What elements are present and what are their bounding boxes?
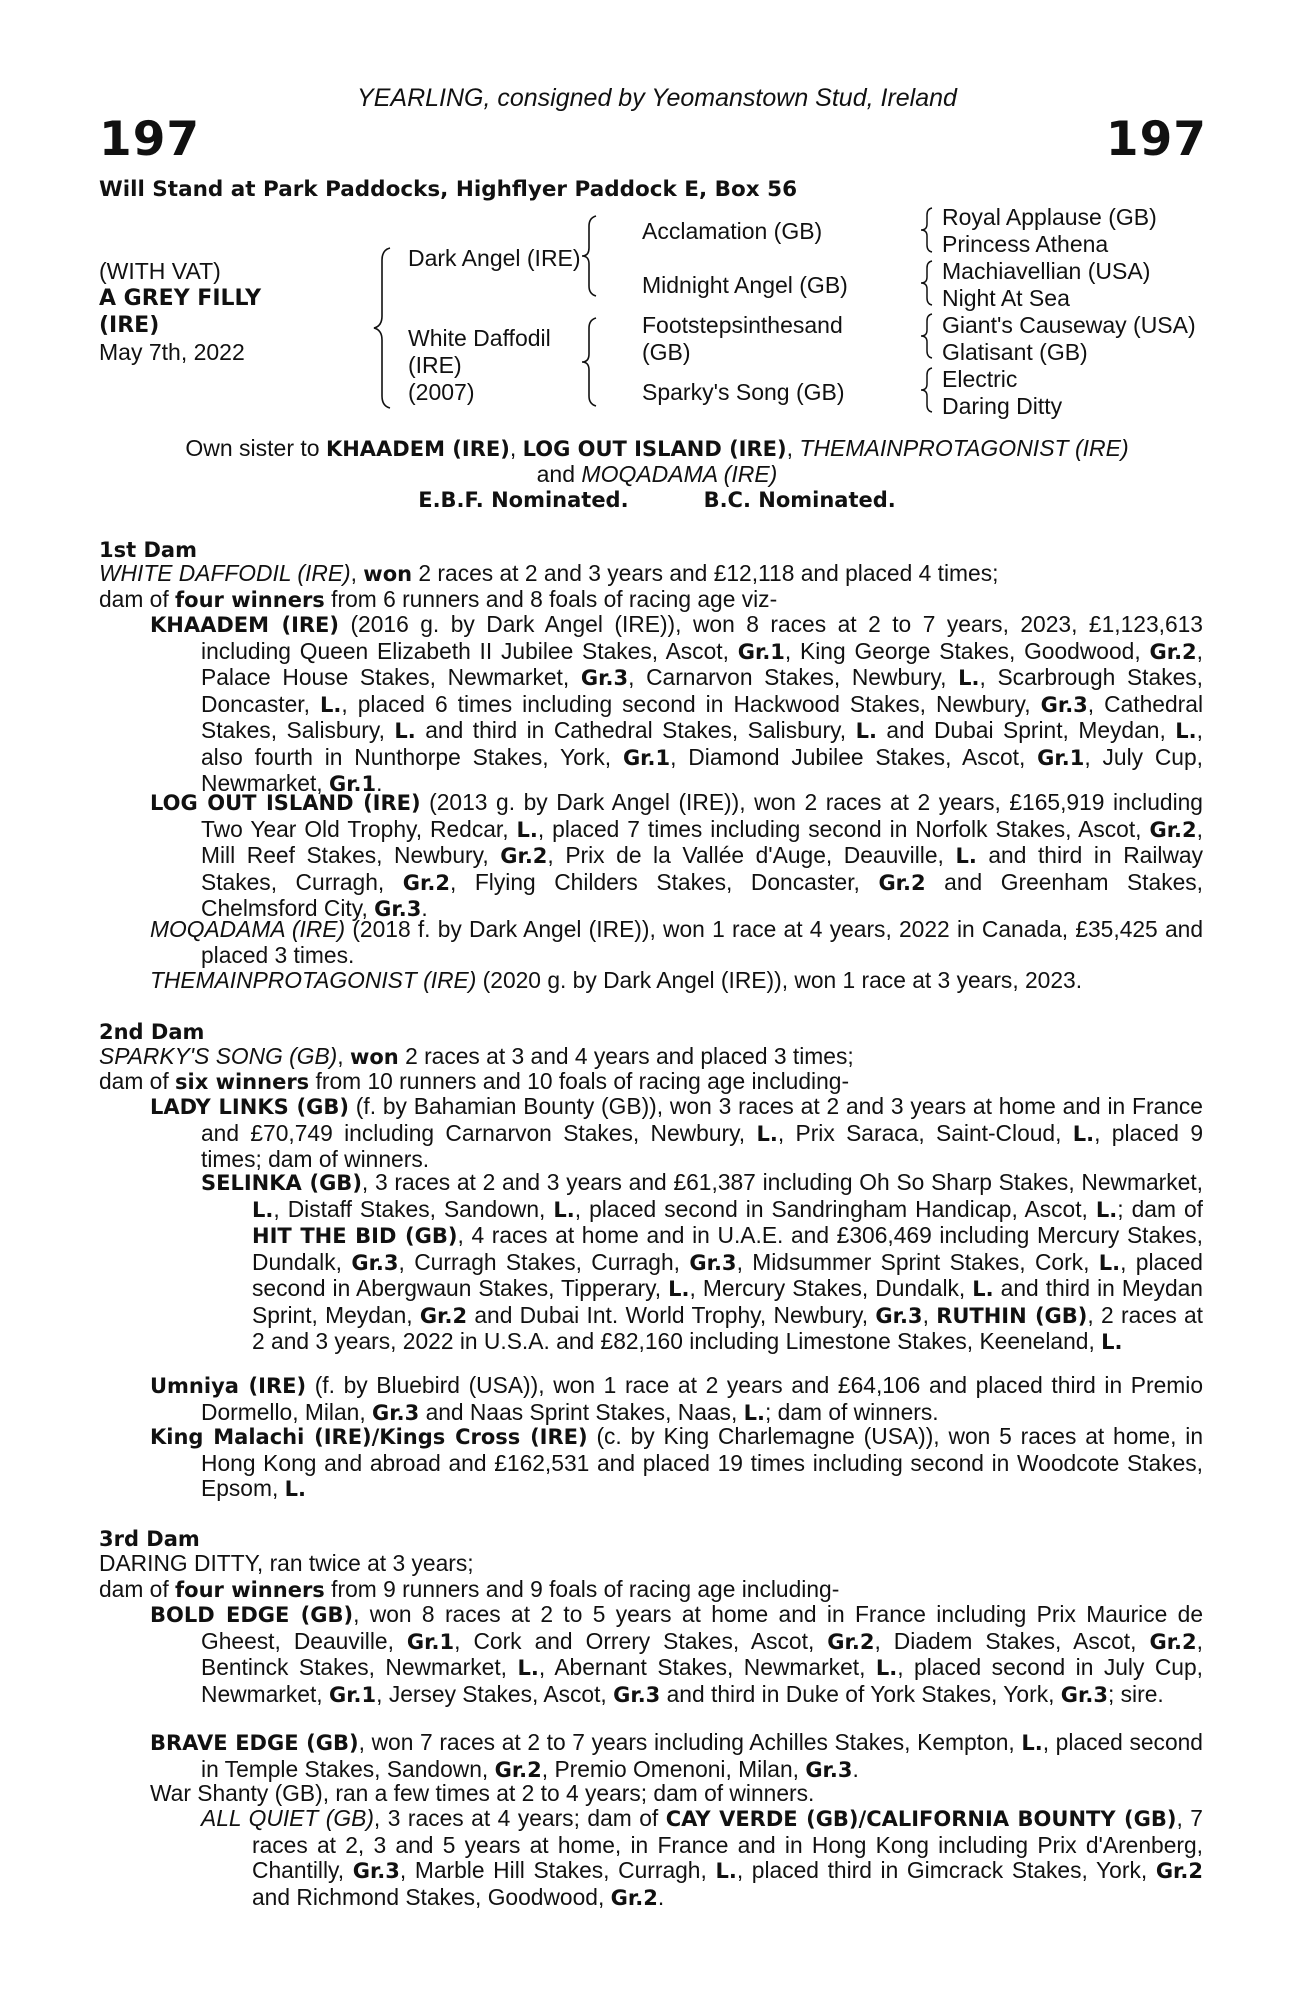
text: and third in Duke of York Stakes, York,	[660, 1680, 1061, 1707]
text: , placed second in Temple Stakes, Sandown,	[201, 1729, 1203, 1782]
grade: Gr.1	[737, 639, 785, 664]
and-label: and	[536, 461, 576, 487]
horse-name: ALL QUIET (GB)	[201, 1805, 374, 1831]
grade: Gr.1	[328, 772, 377, 796]
pedigree-brace-3	[918, 206, 936, 254]
text: , won 7 races at 2 to 7 years including Achilles Stakes, Kempton,	[358, 1729, 1022, 1755]
second-dam-produce-summary	[99, 1069, 1203, 1096]
own-sister-label: Own sister to	[185, 435, 320, 461]
text: dam of	[99, 586, 176, 612]
lot-name-country: (IRE)	[99, 313, 160, 338]
winners-count: four winners	[175, 588, 325, 612]
text: , also fourth in Nunthorpe Stakes, York,	[201, 717, 1203, 770]
won-label: won	[363, 562, 413, 586]
grade: Gr.3	[374, 897, 422, 921]
text: , Flying Childers Stakes, Doncaster,	[450, 868, 879, 895]
listed: L.	[958, 666, 980, 690]
pedigree-brace-4	[918, 259, 936, 307]
pedigree-brace-6	[918, 366, 936, 414]
horse-name: Umniya (IRE)	[150, 1374, 307, 1398]
text: and Greenham Stakes, Chelmsford City,	[201, 868, 1204, 921]
listed: L.	[1021, 1731, 1043, 1755]
text: , Mill Reef Stakes, Newbury,	[201, 815, 1203, 868]
listed: L.	[875, 1656, 898, 1680]
text: , 4 races at home and in U.A.E. and £306,469 including Mercury Stakes, Dundalk,	[252, 1222, 1203, 1275]
first-dam-intro	[99, 561, 1203, 588]
text: , placed second in July Cup, Newmarket,	[201, 1654, 1203, 1707]
listed: L.	[516, 817, 538, 842]
first-dam-produce-summary	[99, 587, 1203, 614]
progeny-selinka	[201, 1170, 1203, 1356]
sire-dam: Midnight Angel (GB)	[642, 272, 848, 298]
text: , 3 races at 4 years; dam of	[373, 1805, 666, 1831]
ggp-1: Royal Applause (GB)	[942, 204, 1157, 230]
text: 2 races at 3 and 4 years and placed 3 times;	[398, 1043, 854, 1069]
grade: Gr.2	[494, 1757, 542, 1782]
dam-name: SPARKY'S SONG (GB)	[99, 1043, 338, 1069]
horse-name: King Malachi (IRE)/Kings Cross (IRE)	[150, 1425, 588, 1449]
text: .	[852, 1755, 859, 1782]
grade: Gr.2	[878, 870, 926, 895]
text: , Distaff Stakes, Sandown,	[273, 1195, 554, 1222]
text: ; dam of winners.	[764, 1398, 939, 1425]
progeny-moqadama	[150, 917, 1203, 968]
won-label: won	[349, 1045, 399, 1069]
listed: L.	[1101, 1330, 1123, 1354]
stand-location: Will Stand at Park Paddocks, Highflyer Paddock E, Box 56	[99, 177, 798, 202]
dam-line3: (2007)	[408, 379, 475, 405]
grade: Gr.1	[406, 1629, 455, 1654]
text: .	[376, 770, 383, 796]
progeny-lady-links	[150, 1094, 1203, 1173]
listed: L.	[320, 692, 342, 717]
text: and Richmond Stakes, Goodwood,	[252, 1883, 611, 1910]
listed: L.	[517, 1656, 539, 1680]
grade: Gr.3	[580, 666, 629, 690]
text: , 7 races at 2, 3 and 5 years at home, in France and in Hong Kong including Prix d'Arenberg, Chantilly,	[252, 1805, 1203, 1883]
text: ,	[350, 560, 364, 586]
grade: Gr.2	[500, 844, 548, 868]
text: from 6 runners and 8 foals of racing age viz-	[324, 586, 778, 612]
third-dam-produce-summary	[99, 1577, 1203, 1604]
listed: L.	[1095, 1197, 1118, 1222]
listed: L.	[553, 1197, 575, 1222]
sibling-khaadem: KHAADEM (IRE)	[325, 437, 510, 461]
progeny-khaadem	[150, 612, 1203, 798]
grade: Gr.2	[827, 1629, 875, 1654]
sire: Dark Angel (IRE)	[408, 245, 581, 271]
listed: L.	[252, 1197, 274, 1222]
horse-name: LADY LINKS (GB)	[150, 1095, 349, 1119]
vat-note: (WITH VAT)	[99, 258, 221, 284]
grade: Gr.2	[1149, 639, 1197, 664]
horse-name: HIT THE BID (GB)	[252, 1224, 458, 1248]
ggp-6: Glatisant (GB)	[942, 339, 1088, 365]
text: , Cork and Orrery Stakes, Ascot,	[454, 1627, 828, 1654]
own-sister-line-2	[0, 461, 1314, 487]
pedigree-brace-sire	[578, 214, 600, 298]
listed: L.	[1098, 1250, 1121, 1275]
text: (f. by Bluebird (USA)), won 1 race at 2 years and £64,106 and placed third in Premio Dormello, Milan,	[201, 1372, 1203, 1425]
ebf-nominated: E.B.F. Nominated.	[418, 488, 629, 512]
text: , Mercury Stakes, Dundalk,	[689, 1275, 973, 1301]
grade: Gr.3	[1060, 1682, 1108, 1707]
separator: ,	[509, 435, 517, 461]
sibling-log-out-island: LOG OUT ISLAND (IRE)	[522, 437, 787, 461]
sire-sire: Acclamation (GB)	[642, 218, 823, 244]
text: ; dam of	[1117, 1195, 1203, 1222]
listed: L.	[743, 1400, 765, 1425]
third-dam-heading: 3rd Dam	[99, 1527, 200, 1551]
pedigree-brace-main	[370, 246, 394, 410]
progeny-all-quiet	[201, 1806, 1203, 1911]
ggp-5: Giant's Causeway (USA)	[942, 312, 1196, 338]
text: , July Cup, Newmarket,	[201, 743, 1203, 796]
text: , Prix Saraca, Saint-Cloud,	[777, 1119, 1073, 1146]
progeny-brave-edge	[150, 1730, 1203, 1783]
text: , Premio Omenoni, Milan,	[541, 1755, 806, 1782]
horse-name: THEMAINPROTAGONIST (IRE)	[150, 967, 477, 993]
first-dam-heading: 1st Dam	[99, 538, 197, 562]
text: , Palace House Stakes, Newmarket,	[201, 637, 1204, 690]
grade: Gr.1	[1037, 745, 1085, 770]
text: , won 8 races at 2 to 5 years at home and in France including Prix Maurice de Gheest, Deauville,	[201, 1601, 1203, 1654]
bc-nominated: B.C. Nominated.	[703, 488, 896, 512]
dam-sire-line1: Footstepsinthesand	[642, 312, 843, 338]
ggp-3: Machiavellian (USA)	[942, 258, 1151, 284]
text: and Dubai Sprint, Meydan,	[876, 717, 1176, 743]
text: , 2 races at 2 and 3 years, 2022 in U.S.A. and £82,160 including Limestone Stakes, Keeneland,	[252, 1301, 1204, 1354]
horse-name: LOG OUT ISLAND (IRE)	[150, 791, 421, 815]
text: dam of	[99, 1068, 176, 1094]
text: ,	[922, 1301, 937, 1328]
text: , Scarbrough Stakes, Doncaster,	[201, 664, 1204, 717]
listed: L.	[1175, 719, 1197, 743]
text: , Diamond Jubilee Stakes, Ascot,	[670, 743, 1038, 770]
lot-number-right: 197	[1105, 112, 1207, 167]
ggp-8: Daring Ditty	[942, 393, 1063, 419]
listed: L.	[284, 1477, 306, 1501]
progeny-bold-edge	[150, 1602, 1203, 1708]
own-sister-line	[0, 435, 1314, 462]
third-dam-intro: DARING DITTY, ran twice at 3 years;	[99, 1550, 474, 1576]
text: , Abernant Stakes, Newmarket,	[538, 1654, 876, 1680]
text: from 9 runners and 9 foals of racing age including-	[324, 1576, 840, 1602]
progeny-themainprotagonist	[150, 968, 1203, 994]
grade: Gr.3	[613, 1682, 661, 1707]
listed: L.	[955, 844, 977, 868]
text: , Bentinck Stakes, Newmarket,	[201, 1627, 1203, 1680]
text: , Curragh Stakes, Curragh,	[398, 1248, 690, 1275]
grade: Gr.3	[805, 1757, 853, 1782]
text: , placed 7 times including second in Norfolk Stakes, Ascot,	[537, 815, 1150, 842]
text: , placed second in Abergwaun Stakes, Tipperary,	[252, 1248, 1203, 1301]
text: , Jersey Stakes, Ascot,	[376, 1680, 614, 1707]
lot-number-left: 197	[99, 112, 201, 167]
consignor-line: YEARLING, consigned by Yeomanstown Stud, Ireland	[357, 84, 957, 112]
pedigree-brace-dam	[578, 316, 600, 408]
text: (2018 f. by Dark Angel (IRE)), won 1 race at 4 years, 2022 in Canada, £35,425 and placed 3 times.	[201, 916, 1203, 968]
listed: L.	[756, 1121, 778, 1146]
text: , King George Stakes, Goodwood,	[784, 637, 1150, 664]
grade: Gr.3	[351, 1250, 399, 1275]
horse-name: KHAADEM (IRE)	[150, 613, 339, 637]
winners-count: four winners	[175, 1578, 325, 1602]
horse-name: BOLD EDGE (GB)	[150, 1603, 354, 1627]
horse-name: MOQADAMA (IRE)	[150, 916, 346, 942]
text: , Marble Hill Stakes, Curragh,	[399, 1857, 716, 1883]
dam-name: WHITE DAFFODIL (IRE)	[99, 560, 351, 586]
grade: Gr.1	[622, 745, 671, 770]
text: 2 races at 2 and 3 years and £12,118 and placed 4 times;	[412, 560, 999, 586]
dam-dam: Sparky's Song (GB)	[642, 379, 845, 405]
text: dam of	[99, 1576, 176, 1602]
grade: Gr.3	[1040, 692, 1088, 717]
grade: Gr.2	[1149, 817, 1197, 842]
progeny-king-malachi	[150, 1424, 1203, 1503]
text: (2013 g. by Dark Angel (IRE)), won 2 races at 2 years, £165,919 including Two Year Old Trophy, Redcar,	[201, 789, 1203, 842]
text: , Cathedral Stakes, Salisbury,	[201, 690, 1204, 743]
grade: Gr.2	[402, 870, 450, 895]
grade: Gr.3	[875, 1303, 923, 1328]
listed: L.	[855, 719, 877, 743]
second-dam-heading: 2nd Dam	[99, 1020, 205, 1044]
text: from 10 runners and 10 foals of racing age including-	[309, 1068, 850, 1094]
grade: Gr.1	[328, 1682, 377, 1707]
text: ,	[337, 1043, 350, 1069]
ggp-7: Electric	[942, 366, 1018, 392]
listed: L.	[715, 1859, 737, 1883]
progeny-log-out-island	[150, 790, 1203, 923]
progeny-umniya	[150, 1373, 1203, 1426]
progeny-war-shanty: War Shanty (GB), ran a few times at 2 to 4 years; dam of winners.	[150, 1780, 815, 1806]
dam-line1: White Daffodil	[408, 325, 551, 351]
text: .	[657, 1883, 665, 1910]
pedigree-brace-5	[918, 312, 936, 360]
listed: L.	[1072, 1121, 1095, 1146]
text: (2020 g. by Dark Angel (IRE)), won 1 race at 3 years, 2023.	[476, 967, 1083, 993]
dam-line2: (IRE)	[408, 352, 462, 378]
grade: Gr.2	[419, 1303, 468, 1328]
horse-name: BRAVE EDGE (GB)	[150, 1731, 359, 1755]
horse-name: SELINKA (GB)	[201, 1171, 362, 1195]
text: , Prix de la Vallée d'Auge, Deauville,	[547, 842, 956, 868]
text: (2016 g. by Dark Angel (IRE)), won 8 races at 2 to 7 years, 2023, £1,123,613 including Queen Elizabeth II Jubilee Stakes, Ascot,	[201, 611, 1203, 664]
text: and third in Cathedral Stakes, Salisbury,	[415, 717, 856, 743]
lot-name: A GREY FILLY	[99, 286, 262, 311]
text: , placed 6 times including second in Hackwood Stakes, Newbury,	[341, 690, 1041, 717]
text: and Dubai Int. World Trophy, Newbury,	[467, 1301, 876, 1328]
text: .	[421, 895, 428, 921]
text: , Midsummer Sprint Stakes, Cork,	[736, 1248, 1099, 1275]
text: ; sire.	[1107, 1680, 1164, 1707]
text: (f. by Bahamian Bounty (GB)), won 3 races at 2 and 3 years at home and in France and £70,749 including Carnarvon Stakes, Newbury,	[201, 1093, 1203, 1146]
text: , placed third in Gimcrack Stakes, York,	[736, 1857, 1156, 1883]
horse-name: CAY VERDE (GB)/CALIFORNIA BOUNTY (GB)	[665, 1807, 1177, 1831]
grade: Gr.2	[610, 1885, 658, 1910]
text: , Carnarvon Stakes, Newbury,	[628, 664, 959, 690]
horse-name: RUTHIN (GB)	[936, 1303, 1088, 1328]
second-dam-intro	[99, 1044, 1203, 1071]
text: , placed second in Sandringham Handicap, Ascot,	[574, 1195, 1096, 1222]
separator: ,	[786, 435, 793, 461]
ggp-4: Night At Sea	[942, 285, 1070, 311]
dam-sire-line2: (GB)	[642, 339, 691, 365]
foaling-date: May 7th, 2022	[99, 339, 245, 365]
grade: Gr.2	[1149, 1629, 1197, 1654]
listed: L.	[972, 1277, 994, 1301]
text: , placed 9 times; dam of winners.	[201, 1119, 1203, 1172]
text: , Diadem Stakes, Ascot,	[874, 1627, 1150, 1654]
nominations	[0, 486, 1314, 513]
listed: L.	[668, 1277, 690, 1301]
text: (c. by King Charlemagne (USA)), won 5 races at home, in Hong Kong and abroad and £162,531 and placed 19 times including second in Woodcote Stakes, Epsom,	[201, 1423, 1203, 1501]
grade: Gr.3	[689, 1250, 737, 1275]
ggp-2: Princess Athena	[942, 231, 1109, 257]
grade: Gr.3	[352, 1859, 400, 1883]
text: and third in Railway Stakes, Curragh,	[201, 842, 1204, 895]
text: , 3 races at 2 and 3 years and £61,387 including Oh So Sharp Stakes, Newmarket,	[361, 1169, 1204, 1195]
grade: Gr.2	[1155, 1859, 1204, 1883]
text: and Naas Sprint Stakes, Naas,	[419, 1398, 744, 1425]
winners-count: six winners	[175, 1070, 310, 1094]
grade: Gr.3	[372, 1400, 420, 1425]
listed: L.	[394, 719, 416, 743]
sibling-themainprotagonist: THEMAINPROTAGONIST (IRE)	[799, 435, 1129, 461]
text: and third in Meydan Sprint, Meydan,	[252, 1275, 1203, 1328]
sibling-moqadama: MOQADAMA (IRE)	[581, 461, 778, 487]
